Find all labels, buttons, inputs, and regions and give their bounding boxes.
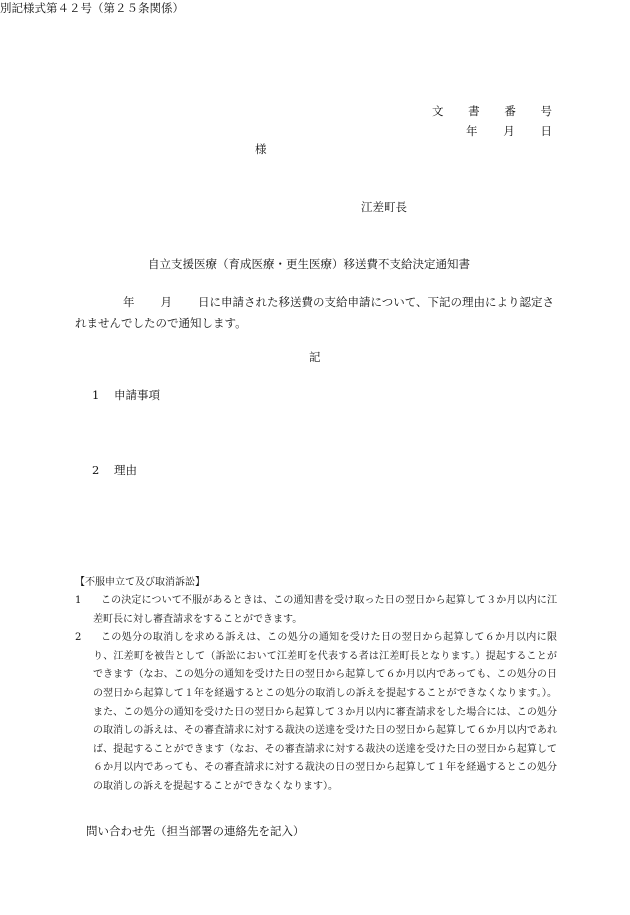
form-number: 別記様式第４２号（第２５条関係） bbox=[0, 1, 184, 15]
doc-number-char: 文 bbox=[432, 104, 444, 118]
document-number-label bbox=[432, 103, 552, 119]
intro-text: 日に申請された移送費の支給申請について、下記の理由により認定されませんでしたので通知します。 bbox=[75, 295, 555, 330]
intro-paragraph bbox=[75, 292, 555, 334]
intro-year: 年 bbox=[123, 295, 135, 309]
contact-info: 問い合わせ先（担当部署の連絡先を記入） bbox=[86, 824, 305, 838]
addressee-honorific: 様 bbox=[255, 142, 267, 156]
doc-number-char: 番 bbox=[504, 104, 516, 118]
item-application bbox=[92, 387, 160, 403]
date-month: 月 bbox=[503, 124, 515, 138]
ki-heading: 記 bbox=[309, 350, 321, 364]
appeal-item bbox=[75, 592, 557, 629]
appeal-item-number: 1 bbox=[75, 595, 82, 606]
date-line bbox=[466, 123, 552, 139]
issuer-name: 江差町長 bbox=[361, 200, 407, 214]
doc-number-char: 書 bbox=[468, 104, 480, 118]
appeal-item-text: この処分の取消しを求める訴えは、この処分の通知を受けた日の翌日から起算して６か月以内に限り、江差町を被告として（訴訟において江差町を代表する者は江差町長となります。）提起することができます（なお、この処分の通知を受けた日の翌日から起算して６か月以内であっても、この処分の日の翌日から起算して１年を経過するとこの処分の取消しの訴えを提起することができなくなります。）。また、この処分の通知を受けた日の翌日から起算して３か月以内に審査請求をした場合には、この処分の取消しの訴えは、その審査請求に対する裁決の送達を受けた日の翌日から起算して６か月以内であれば、提起することができます（なお、その審査請求に対する裁決の送達を受けた日の翌日から起算して６か月以内であっても、その審査請求に対する裁決の日の翌日から起算して１年を経過するとこの処分の取消しの訴えを提起することができなくなります）。 bbox=[93, 632, 557, 792]
appeal-item bbox=[75, 629, 557, 796]
document-title: 自立支援医療（育成医療・更生医療）移送費不支給決定通知書 bbox=[148, 257, 470, 271]
appeal-heading: 【不服申立て及び取消訴訟】 bbox=[75, 577, 205, 588]
item-reason bbox=[92, 462, 137, 478]
item-label: 申請事項 bbox=[114, 388, 160, 402]
appeal-item-text: この決定について不服があるときは、この通知書を受け取った日の翌日から起算して３か月以内に江差町長に対し審査請求をすることができます。 bbox=[93, 595, 557, 625]
item-number: 1 bbox=[92, 388, 100, 402]
date-year: 年 bbox=[466, 124, 478, 138]
doc-number-char: 号 bbox=[540, 104, 552, 118]
item-label: 理由 bbox=[114, 463, 137, 477]
appeal-list bbox=[75, 592, 557, 797]
appeal-item-number: 2 bbox=[75, 632, 82, 644]
item-number: 2 bbox=[92, 463, 100, 477]
date-day: 日 bbox=[540, 124, 552, 138]
intro-month: 月 bbox=[160, 295, 172, 309]
